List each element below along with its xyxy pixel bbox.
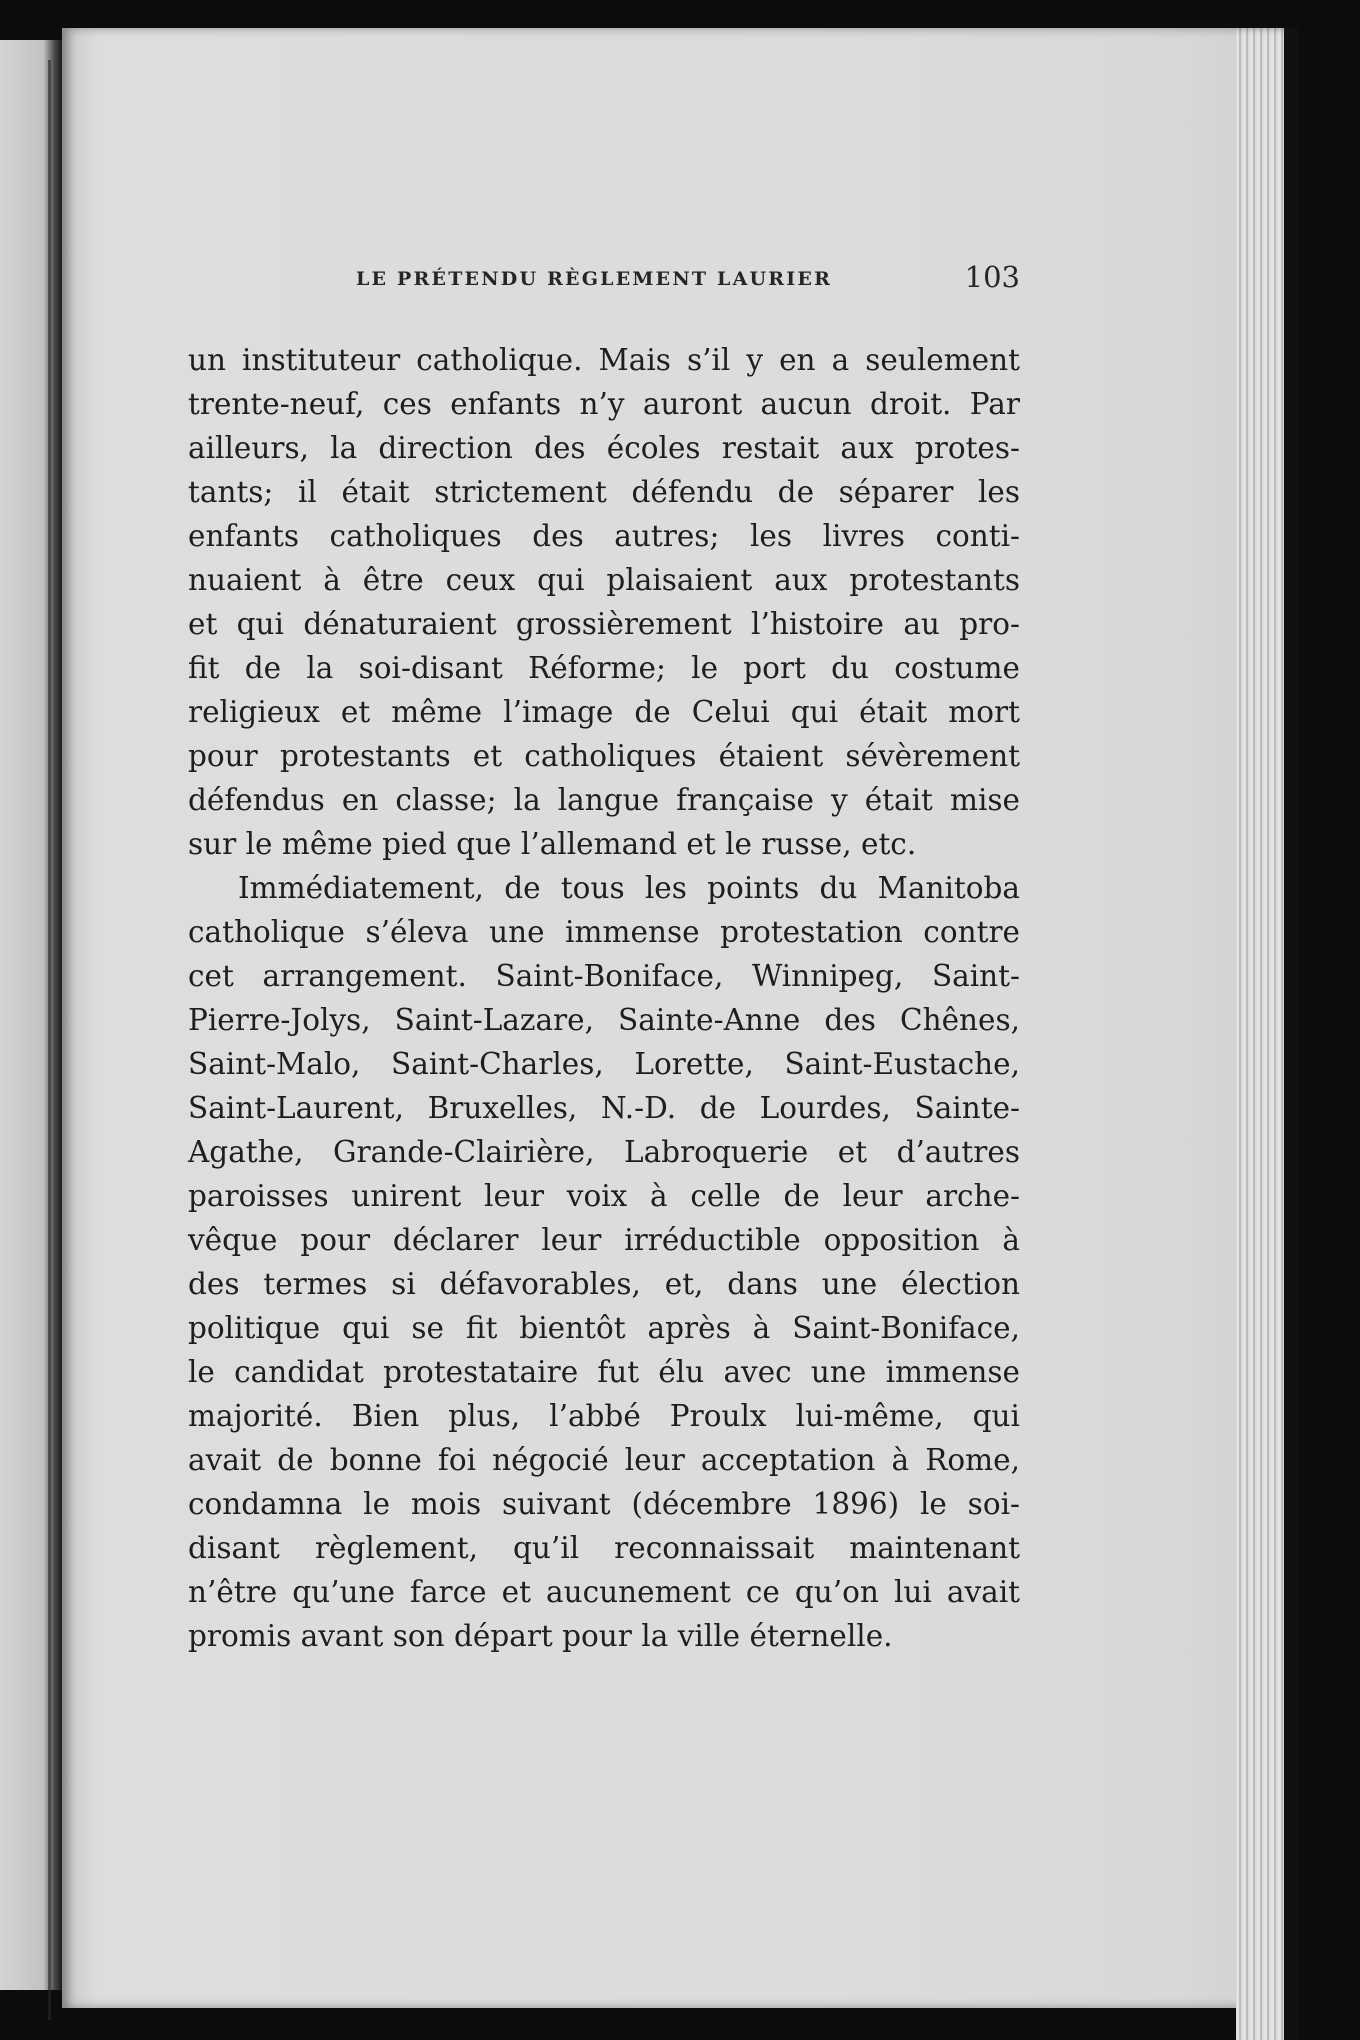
text-line: Immédiatement, de tous les points du Manitoba bbox=[238, 871, 1020, 905]
text-line: fit de la soi-disant Réforme; le port du costume bbox=[188, 651, 1020, 685]
text-line: et qui dénaturaient grossièrement l’histoire au pro- bbox=[188, 607, 1020, 641]
text-line: Saint-Laurent, Bruxelles, N.-D. de Lourdes, Sainte- bbox=[188, 1091, 1020, 1125]
text-line: enfants catholiques des autres; les livres conti- bbox=[188, 519, 1020, 553]
text-line: politique qui se fit bientôt après à Saint-Boniface, bbox=[188, 1311, 1020, 1345]
text-line: défendus en classe; la langue française y était mise bbox=[188, 783, 1020, 817]
text-line: disant règlement, qu’il reconnaissait maintenant bbox=[188, 1531, 1020, 1565]
text-line: majorité. Bien plus, l’abbé Proulx lui-même, qui bbox=[188, 1399, 1020, 1433]
text-line: vêque pour déclarer leur irréductible opposition à bbox=[188, 1223, 1020, 1257]
text-line: pour protestants et catholiques étaient sévèrement bbox=[188, 739, 1020, 773]
text-line: un instituteur catholique. Mais s’il y en a seulement bbox=[188, 343, 1020, 377]
body-text bbox=[188, 338, 1020, 1658]
page-header bbox=[356, 260, 1020, 300]
text-line: cet arrangement. Saint-Boniface, Winnipeg, Saint- bbox=[188, 959, 1020, 993]
text-line: catholique s’éleva une immense protestation contre bbox=[188, 915, 1020, 949]
text-line: religieux et même l’image de Celui qui était mort bbox=[188, 695, 1020, 729]
running-title: LE PRÉTENDU RÈGLEMENT LAURIER bbox=[356, 268, 833, 290]
text-line: des termes si défavorables, et, dans une élection bbox=[188, 1267, 1020, 1301]
text-line: trente-neuf, ces enfants n’y auront aucun droit. Par bbox=[188, 387, 1020, 421]
text-line: condamna le mois suivant (décembre 1896) le soi- bbox=[188, 1487, 1020, 1521]
text-line: Pierre-Jolys, Saint-Lazare, Sainte-Anne des Chênes, bbox=[188, 1003, 1020, 1037]
text-line: paroisses unirent leur voix à celle de leur arche- bbox=[188, 1179, 1020, 1213]
text-line: tants; il était strictement défendu de séparer les bbox=[188, 475, 1020, 509]
paragraph-2 bbox=[188, 866, 1020, 1658]
text-line: Saint-Malo, Saint-Charles, Lorette, Saint-Eustache, bbox=[188, 1047, 1020, 1081]
paragraph-1 bbox=[188, 338, 1020, 866]
text-line: nuaient à être ceux qui plaisaient aux protestants bbox=[188, 563, 1020, 597]
text-line: Agathe, Grande-Clairière, Labroquerie et d’autres bbox=[188, 1135, 1020, 1169]
text-line: ailleurs, la direction des écoles restait aux protes- bbox=[188, 431, 1020, 465]
text-line: le candidat protestataire fut élu avec une immense bbox=[188, 1355, 1020, 1389]
text-line: sur le même pied que l’allemand et le russe, etc. bbox=[188, 827, 917, 861]
binding-gutter bbox=[48, 60, 51, 2020]
text-line: promis avant son départ pour la ville éternelle. bbox=[188, 1619, 893, 1653]
page-block-edges bbox=[1236, 28, 1298, 2040]
left-page-edge bbox=[0, 40, 62, 1990]
text-line: n’être qu’une farce et aucunement ce qu’on lui avait bbox=[188, 1575, 1020, 1609]
page-number: 103 bbox=[964, 260, 1020, 294]
text-line: avait de bonne foi négocié leur acceptation à Rome, bbox=[188, 1443, 1020, 1477]
